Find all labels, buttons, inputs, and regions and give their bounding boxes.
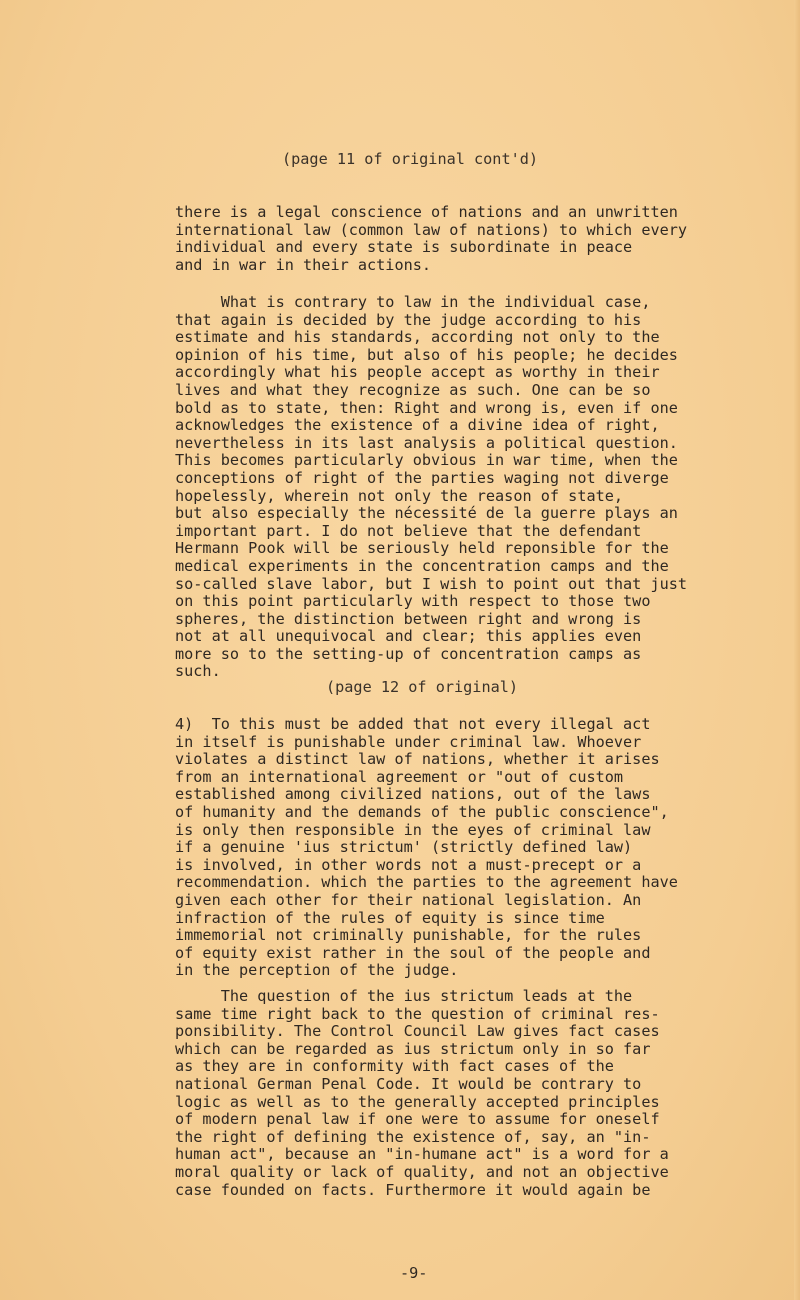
- paragraph-3: 4) To this must be added that not every illegal act in itself is punishable under criminal law. Whoever violates a distinct law of nations, whether it arises from an international agreement or "out of custom established among civilized nations, out of the laws of humanity and the demands of the public conscience", is only then responsible in the eyes of criminal law if a genuine 'ius strictum' (strictly defined law) is involved, in other words not a must-precept or a recommendation. which the parties to the agreement have given each other for their national legislation. An infraction of the rules of equity is since time immemorial not criminally punishable, for the rules of equity exist rather in the soul of the people and in the perception of the judge.: [175, 715, 678, 980]
- page-continuation-header: (page 11 of original cont'd): [282, 150, 539, 168]
- page-number: -9-: [400, 1264, 428, 1282]
- paragraph-1: there is a legal conscience of nations and an unwritten international law (common law of nations) to which every individual and every state is subordinate in peace and in war in their actions.: [175, 203, 688, 274]
- paragraph-4: The question of the ius strictum leads at the same time right back to the question of criminal res- ponsibility. The Control Council Law gives fact cases which can be regarded as ius strictum only in so far as they are in conformity with fact cases of the national German Penal Code. It would be contrary to logic as well as to the generally accepted principles of modern penal law if one were to assume for oneself the right of defining the existence of, say, an "in- human act", because an "in-humane act" is a word for a moral quality or lack of quality, and not an objective case founded on facts. Furthermore it would again be: [175, 987, 669, 1199]
- page-12-header: (page 12 of original): [326, 678, 519, 696]
- page-edge: [794, 0, 800, 1300]
- paragraph-2: What is contrary to law in the individual case, that again is decided by the judge according to his estimate and his standards, according not only to the opinion of his time, but also of his people; he decides accordingly what his people accept as worthy in their lives and what they recognize as such. One can be so bold as to state, then: Right and wrong is, even if one acknowledges the existence of a divine idea of right, nevertheless in its last analysis a political question. This becomes particularly obvious in war time, when the conceptions of right of the parties waging not diverge hopelessly, wherein not only the reason of state, but also especially the nécessité de la guerre plays an important part. I do not believe that the defendant Hermann Pook will be seriously held reponsible for the medical experiments in the concentration camps and the so-called slave labor, but I wish to point out that just on this point particularly with respect to those two spheres, the distinction between right and wrong is not at all unequivocal and clear; this applies even more so to the setting-up of concentration camps as such.: [175, 293, 688, 681]
